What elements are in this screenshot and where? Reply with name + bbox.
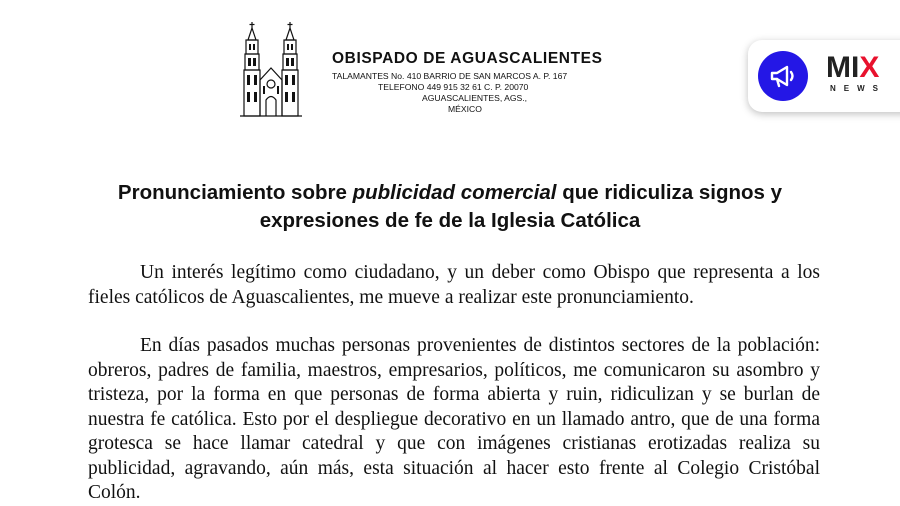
phone-line: TELEFONO 449 915 32 61 C. P. 20070 — [378, 82, 529, 92]
mix-letter-m: M — [826, 51, 851, 84]
title-emphasis: publicidad comercial — [352, 181, 557, 204]
title-part-2: que ridiculiza signos y expresiones de fe de la Iglesia Católica — [259, 181, 783, 232]
letterhead-title: OBISPADO DE AGUASCALIENTES — [332, 50, 603, 67]
mix-logo-word — [826, 52, 879, 84]
news-logo-word: NEWS — [830, 84, 886, 93]
megaphone-icon — [769, 63, 797, 89]
paragraph-2 — [88, 334, 820, 506]
address-line: TALAMANTES No. 410 BARRIO DE SAN MARCOS A. P. 167 — [332, 71, 568, 81]
letterhead — [240, 20, 660, 120]
mix-news-badge — [748, 40, 900, 112]
paragraph-2-text: En días pasados muchas personas provenientes de distintos sectores de la población: obreros, padres de familia, maestros, empresarios, políticos, me comunicaron su asombro y tristeza, por la forma en que personas de forma abierta y ruin, ridiculizan y se burlan de nuestra fe católica. Esto por el despliegue decorativo en un llamado antro, que de una forma grotesca se hace llamar catedral y que con imágenes cristianas erotizadas realiza su publicidad, agravando, aún más, esta situación al hacer esto frente al Colegio Cristóbal Colón. — [88, 335, 820, 503]
cathedral-icon — [240, 20, 302, 118]
paragraph-1-text: Un interés legítimo como ciudadano, y un deber como Obispo que representa a los fieles católicos de Aguascalientes, me mueve a realizar este pronunciamiento. — [88, 262, 820, 308]
mix-letter-x: X — [859, 51, 880, 84]
megaphone-badge-circle — [758, 51, 808, 101]
paragraph-1 — [88, 261, 820, 310]
city-line: AGUASCALIENTES, AGS., — [422, 93, 528, 103]
mix-letter-i: I — [851, 51, 860, 84]
document-title — [60, 179, 840, 235]
letterhead-text — [332, 50, 662, 115]
title-part-1: Pronunciamiento sobre — [117, 181, 353, 204]
country-line: MÉXICO — [448, 104, 482, 114]
